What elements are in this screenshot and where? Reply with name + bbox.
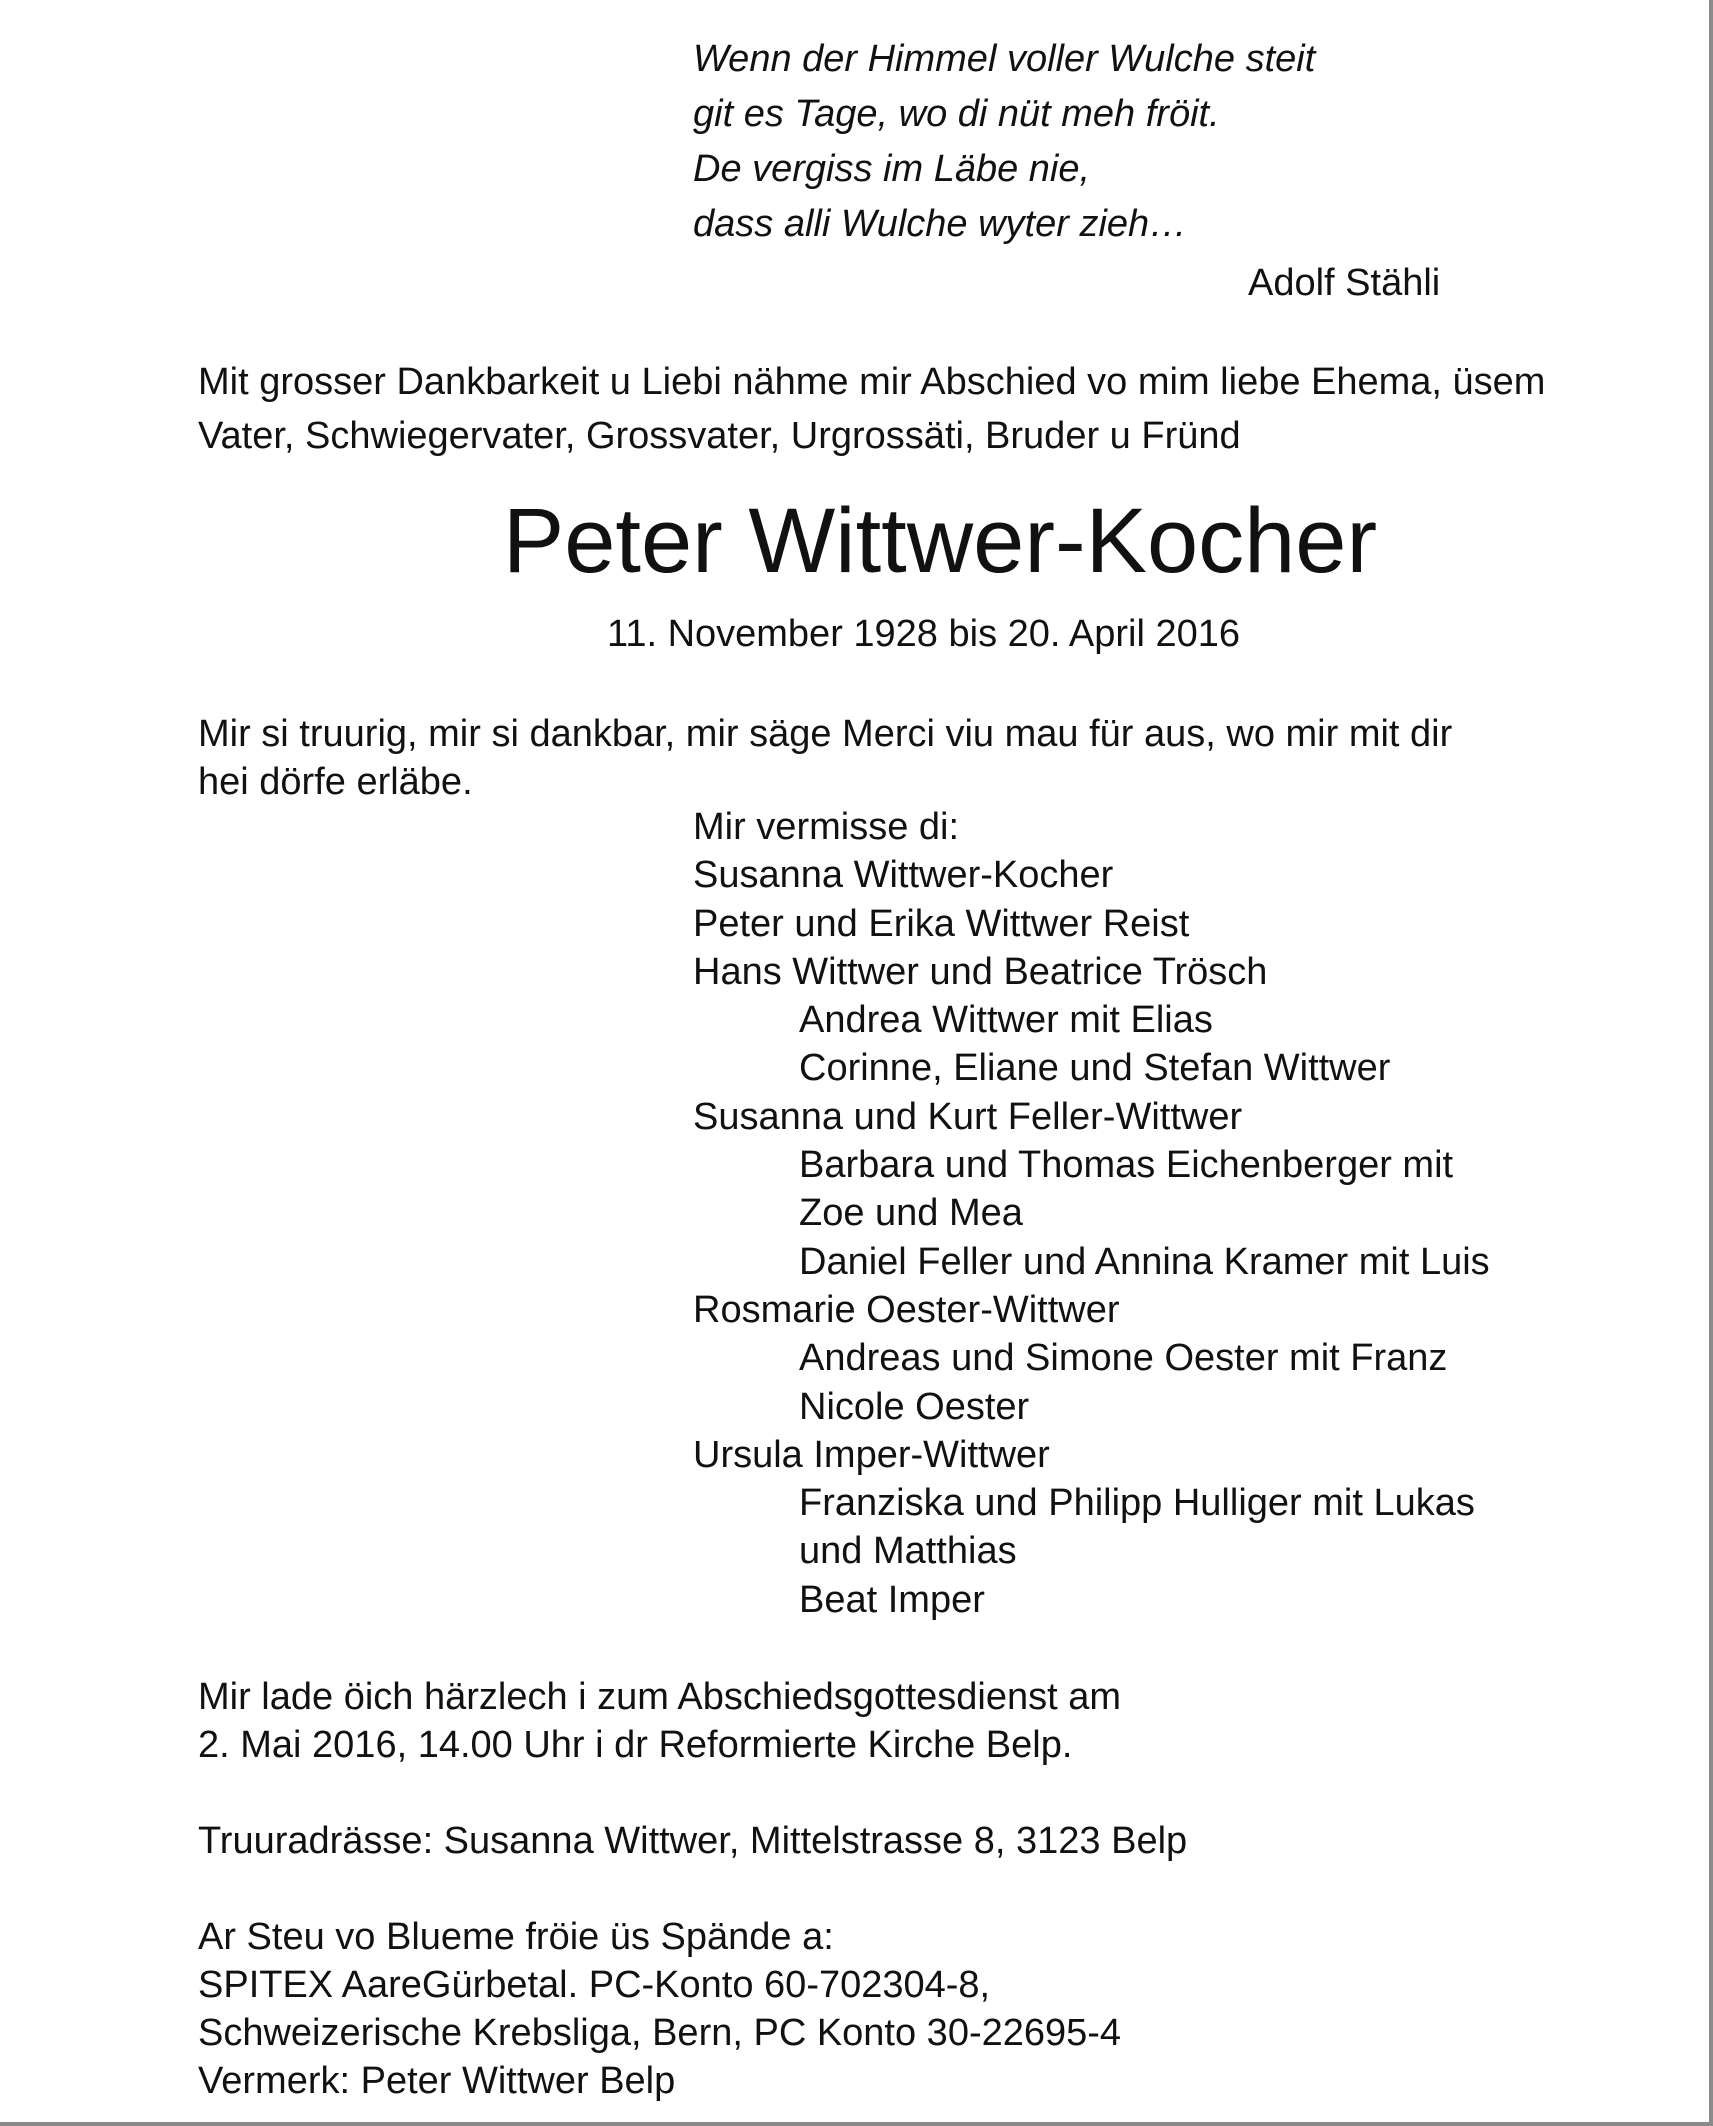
service-line: Mir lade öich härzlech i zum Abschiedsgottesdienst am — [198, 1676, 1122, 1718]
life-dates: 11. November 1928 bis 20. April 2016 — [607, 613, 1241, 655]
family-member-sub: und Matthias — [799, 1530, 1017, 1573]
donation-line: Ar Steu vo Blueme fröie üs Spände a: — [198, 1916, 834, 1958]
poem-line: Wenn der Himmel voller Wulche steit — [693, 38, 1316, 80]
family-member: Peter und Erika Wittwer Reist — [693, 902, 1190, 945]
family-member-sub: Daniel Feller und Annina Kramer mit Luis — [799, 1240, 1490, 1283]
service-invitation — [198, 1670, 1121, 1766]
family-member-sub: Corinne, Eliane und Stefan Wittwer — [799, 1047, 1391, 1090]
deceased-name: Peter Wittwer-Kocher — [502, 490, 1378, 592]
poem-line: dass alli Wulche wyter zieh… — [693, 203, 1188, 245]
intro-line: Mit grosser Dankbarkeit u Liebi nähme mir Abschied vo mim liebe Ehema, üsem — [198, 361, 1546, 403]
family-heading: Mir vermisse di: — [693, 806, 960, 848]
donation-line: Schweizerische Krebsliga, Bern, PC Konto 30-22695-4 — [198, 2012, 1122, 2054]
intro-line: Vater, Schwiegervater, Grossvater, Urgrossäti, Bruder u Fründ — [198, 415, 1241, 457]
thanks-text — [198, 707, 1452, 803]
poem — [693, 32, 1315, 252]
donations-text — [198, 1910, 1121, 2102]
family-member: Hans Wittwer und Beatrice Trösch — [693, 950, 1268, 993]
thanks-line: Mir si truurig, mir si dankbar, mir säge Merci viu mau für aus, wo mir mit dir — [198, 713, 1453, 755]
family-member: Ursula Imper-Wittwer — [693, 1433, 1050, 1476]
intro-text — [198, 355, 1698, 463]
thanks-line: hei dörfe erläbe. — [198, 761, 473, 803]
family-member-sub: Zoe und Mea — [799, 1192, 1023, 1235]
donation-line: SPITEX AareGürbetal. PC-Konto 60-702304-8, — [198, 1964, 991, 2006]
family-member: Susanna Wittwer-Kocher — [693, 854, 1114, 897]
poem-line: git es Tage, wo di nüt meh fröit. — [693, 93, 1220, 135]
family-member-sub: Nicole Oester — [799, 1385, 1030, 1428]
family-member-sub: Andrea Wittwer mit Elias — [799, 999, 1213, 1042]
poem-author: Adolf Stähli — [1248, 262, 1441, 304]
family-member-sub: Andreas und Simone Oester mit Franz — [799, 1337, 1448, 1380]
service-line: 2. Mai 2016, 14.00 Uhr i dr Reformierte Kirche Belp. — [198, 1724, 1073, 1766]
family-member: Susanna und Kurt Feller-Wittwer — [693, 1095, 1243, 1138]
family-member-sub: Franziska und Philipp Hulliger mit Lukas — [799, 1482, 1475, 1525]
family-member-sub: Barbara und Thomas Eichenberger mit — [799, 1144, 1454, 1187]
family-list — [693, 803, 1490, 1624]
family-member: Rosmarie Oester-Wittwer — [693, 1288, 1120, 1331]
poem-line: De vergiss im Läbe nie, — [693, 148, 1091, 190]
mourning-address: Truuradrässe: Susanna Wittwer, Mittelstrasse 8, 3123 Belp — [198, 1820, 1188, 1862]
family-member-sub: Beat Imper — [799, 1578, 985, 1621]
donation-line: Vermerk: Peter Wittwer Belp — [198, 2060, 676, 2102]
